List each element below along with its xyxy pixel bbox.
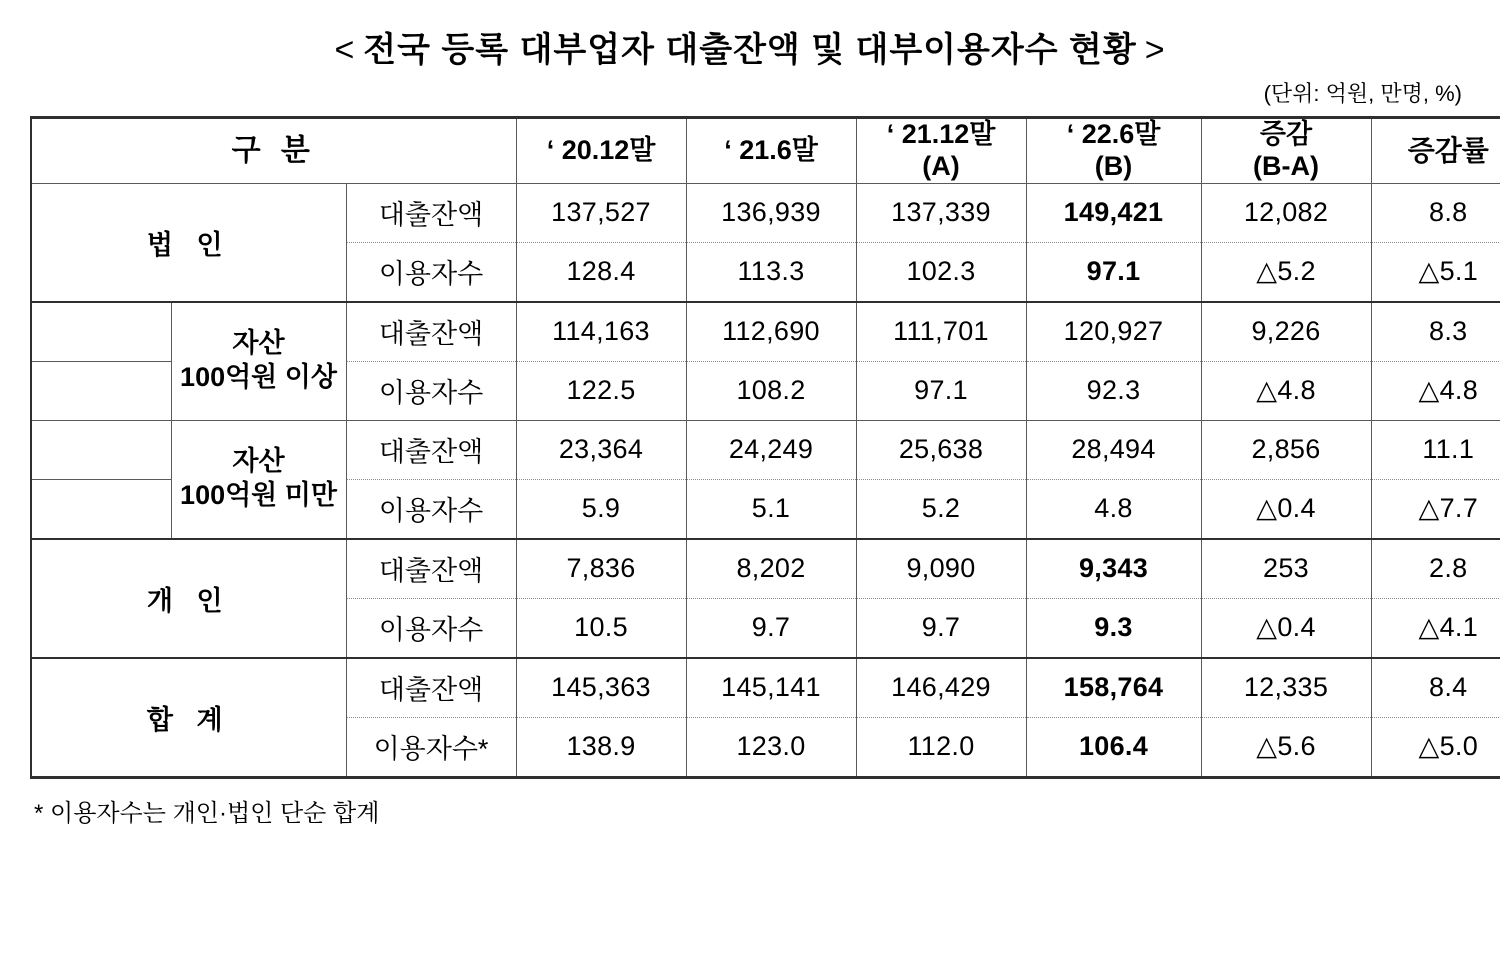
cell-2012: 122.5: [516, 361, 686, 420]
row-item-label: 대출잔액: [346, 183, 516, 242]
cell-2012: 138.9: [516, 717, 686, 777]
header-216: ‘ 21.6말: [686, 118, 856, 184]
cell-2012: 145,363: [516, 658, 686, 718]
cell-change-rate: 11.1: [1371, 420, 1500, 479]
cell-226: 106.4: [1026, 717, 1201, 777]
header-2012: ‘ 20.12말: [516, 118, 686, 184]
row-item-label: 이용자수*: [346, 717, 516, 777]
header-226-line2: (B): [1094, 150, 1133, 181]
cell-2012: 10.5: [516, 598, 686, 658]
row-item-label: 이용자수: [346, 242, 516, 302]
cell-2112: 9.7: [856, 598, 1026, 658]
cell-change: 12,082: [1201, 183, 1371, 242]
cell-226: 9.3: [1026, 598, 1201, 658]
cell-change-rate: △5.0: [1371, 717, 1500, 777]
cell-216: 112,690: [686, 302, 856, 362]
header-change-line2: (B-A): [1253, 150, 1319, 181]
cell-change: △0.4: [1201, 598, 1371, 658]
cell-change-rate: △7.7: [1371, 479, 1500, 539]
cell-change-rate: △5.1: [1371, 242, 1500, 302]
cell-216: 123.0: [686, 717, 856, 777]
cell-216: 136,939: [686, 183, 856, 242]
cell-2112: 97.1: [856, 361, 1026, 420]
row-item-label: 대출잔액: [346, 420, 516, 479]
cell-change: 9,226: [1201, 302, 1371, 362]
cell-change-rate: 2.8: [1371, 539, 1500, 599]
row-item-label: 이용자수: [346, 598, 516, 658]
cell-2112: 137,339: [856, 183, 1026, 242]
cell-2112: 5.2: [856, 479, 1026, 539]
header-2112-line2: (A): [922, 150, 960, 181]
cell-change: △4.8: [1201, 361, 1371, 420]
header-change-rate: 증감률: [1371, 118, 1500, 184]
cell-226: 120,927: [1026, 302, 1201, 362]
cell-2012: 114,163: [516, 302, 686, 362]
header-change-line1: 증감: [1259, 119, 1313, 149]
title-text: 전국 등록 대부업자 대출잔액 및 대부이용자수 현황: [363, 31, 1137, 69]
cell-2012: 23,364: [516, 420, 686, 479]
cell-2112: 102.3: [856, 242, 1026, 302]
cell-change-rate: 8.4: [1371, 658, 1500, 718]
cell-2012: 128.4: [516, 242, 686, 302]
group-label-total: 합 계: [31, 658, 346, 778]
group-label-assets-over: 자산 100억원 이상: [171, 302, 346, 421]
cell-226: 149,421: [1026, 183, 1201, 242]
cell-226: 158,764: [1026, 658, 1201, 718]
cell-change: △0.4: [1201, 479, 1371, 539]
cell-2112: 112.0: [856, 717, 1026, 777]
cell-change-rate: △4.1: [1371, 598, 1500, 658]
cell-2112: 111,701: [856, 302, 1026, 362]
cell-change-rate: 8.3: [1371, 302, 1500, 362]
cell-216: 9.7: [686, 598, 856, 658]
cell-change: 253: [1201, 539, 1371, 599]
header-change: [1201, 118, 1371, 184]
cell-226: 4.8: [1026, 479, 1201, 539]
row-item-label: 이용자수: [346, 479, 516, 539]
title-open-bracket: <: [334, 31, 356, 69]
row-item-label: 대출잔액: [346, 539, 516, 599]
cell-226: 97.1: [1026, 242, 1201, 302]
unit-note: (단위: 억원, 만명, %): [1263, 81, 1462, 106]
table-row: [31, 420, 1500, 479]
header-226-b: [1026, 118, 1201, 184]
table-row: [31, 658, 1500, 718]
cell-2012: 5.9: [516, 479, 686, 539]
cell-change: △5.6: [1201, 717, 1371, 777]
cell-2112: 9,090: [856, 539, 1026, 599]
table-header-row: [31, 118, 1500, 184]
cell-2012: 137,527: [516, 183, 686, 242]
cell-216: 5.1: [686, 479, 856, 539]
row-item-label: 대출잔액: [346, 658, 516, 718]
page-title: [30, 0, 1470, 77]
group-label-individual: 개 인: [31, 539, 346, 658]
cell-change: △5.2: [1201, 242, 1371, 302]
cell-change-rate: △4.8: [1371, 361, 1500, 420]
cell-226: 28,494: [1026, 420, 1201, 479]
group-label-assets-under: 자산 100억원 미만: [171, 420, 346, 539]
cell-change-rate: 8.8: [1371, 183, 1500, 242]
header-226-line1: ‘ 22.6말: [1066, 119, 1161, 149]
cell-change: 2,856: [1201, 420, 1371, 479]
header-2112-line1: ‘ 21.12말: [886, 119, 996, 149]
table-row: [31, 302, 1500, 362]
table-body: [31, 183, 1500, 777]
table-row: [31, 539, 1500, 599]
header-gubun: 구 분: [31, 118, 516, 184]
table-head: [31, 118, 1500, 184]
cell-226: 9,343: [1026, 539, 1201, 599]
cell-226: 92.3: [1026, 361, 1201, 420]
row-item-label: 대출잔액: [346, 302, 516, 362]
footnote: * 이용자수는 개인·법인 단순 합계: [34, 799, 380, 827]
cell-216: 113.3: [686, 242, 856, 302]
header-2112-a: [856, 118, 1026, 184]
cell-216: 145,141: [686, 658, 856, 718]
cell-216: 8,202: [686, 539, 856, 599]
cell-216: 108.2: [686, 361, 856, 420]
table-row: [31, 183, 1500, 242]
row-item-label: 이용자수: [346, 361, 516, 420]
cell-2112: 146,429: [856, 658, 1026, 718]
cell-2012: 7,836: [516, 539, 686, 599]
cell-2112: 25,638: [856, 420, 1026, 479]
loan-statistics-table: [30, 116, 1500, 779]
cell-change: 12,335: [1201, 658, 1371, 718]
group-label-corporate: 법 인: [31, 183, 346, 302]
cell-216: 24,249: [686, 420, 856, 479]
title-close-bracket: >: [1144, 31, 1166, 69]
